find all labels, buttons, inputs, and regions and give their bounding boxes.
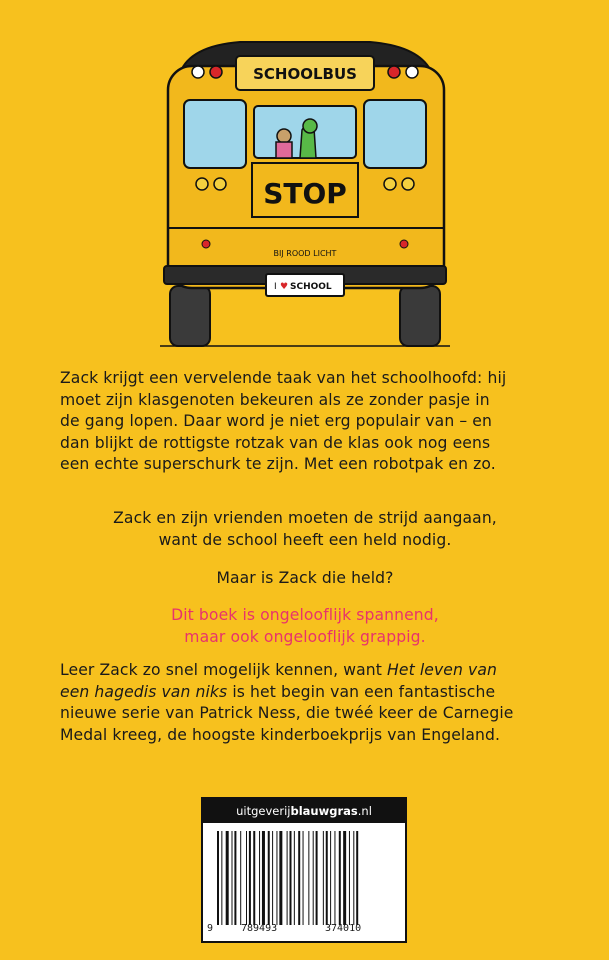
- publisher-suffix: .nl: [357, 804, 372, 818]
- isbn-group-1: 789493: [241, 923, 278, 934]
- p5-l1: Leer Zack zo snel mogelijk kennen, want: [60, 661, 388, 679]
- barcode-bar: [330, 831, 331, 925]
- stop-text: STOP: [263, 177, 347, 210]
- blurb-paragraph-2: [60, 508, 550, 551]
- highlight-line: maar ook ongelooflijk grappig.: [184, 627, 426, 646]
- publisher-bold: blauwgras: [290, 804, 358, 818]
- plate-text: SCHOOL: [290, 282, 332, 292]
- barcode-bar: [326, 831, 328, 925]
- highlight-line: Dit boek is ongelooflijk spannend,: [171, 606, 439, 624]
- heart-icon: ♥: [280, 282, 289, 292]
- blurb-highlight: [60, 605, 550, 648]
- barcode-bar: [339, 831, 341, 925]
- publisher-url: [203, 799, 405, 823]
- barcode-bar: [287, 831, 288, 925]
- barcode-bar: [217, 831, 219, 925]
- barcode-bar: [253, 831, 255, 925]
- barcode-bar: [279, 831, 282, 925]
- blurb-line: want de school heeft een held nodig.: [158, 530, 452, 549]
- blurb-line: dan blijkt de rottigste rotzak van de klas ook nog eens: [60, 433, 491, 452]
- isbn-group-2: 374010: [325, 923, 362, 934]
- blurb-line: de gang lopen. Daar word je niet erg populair van – en: [60, 412, 492, 430]
- bus-sign-text: SCHOOLBUS: [253, 65, 357, 83]
- blurb-line: [60, 660, 550, 682]
- barcode-bar: [272, 831, 273, 925]
- book-title-part-2: een hagedis van niks: [60, 682, 228, 701]
- barcode-bar: [316, 831, 318, 925]
- blurb-line: een echte superschurk te zijn. Met een robotpak en zo.: [60, 455, 496, 473]
- barcode-box: [201, 797, 407, 943]
- barcode-bar: [349, 831, 350, 925]
- barcode-bar: [221, 831, 222, 925]
- blurb-paragraph-1: [60, 368, 550, 476]
- barcode-bar: [246, 831, 247, 925]
- blurb-paragraph-5: [60, 660, 550, 746]
- barcode-bar: [226, 831, 229, 925]
- blurb-question: Maar is Zack die held?: [216, 569, 394, 587]
- blurb-line: moet zijn klasgenoten bekeuren als ze zonder pasje in: [60, 390, 490, 409]
- blurb-line: Zack en zijn vrienden moeten de strijd aangaan,: [113, 509, 497, 527]
- barcode-bar: [343, 831, 346, 925]
- bumper-text: BIJ ROOD LICHT: [273, 249, 337, 258]
- barcode-bar: [356, 831, 358, 925]
- publisher-plain: uitgeverij: [236, 804, 291, 818]
- barcode-bar: [294, 831, 295, 925]
- barcode-bar: [308, 831, 309, 925]
- barcode-bar: [353, 831, 354, 925]
- isbn-first: 9: [207, 923, 214, 934]
- barcode-bar: [259, 831, 260, 925]
- barcode-bar: [290, 831, 292, 925]
- barcode-bar: [234, 831, 236, 925]
- blurb-line: [60, 682, 550, 704]
- barcode-bar: [262, 831, 265, 925]
- school-bus-illustration: [150, 18, 460, 348]
- barcode-bar: [240, 831, 241, 925]
- barcode-bar: [276, 831, 277, 925]
- p5-l2: is het begin van een fantastische: [227, 682, 496, 701]
- barcode-bar: [232, 831, 233, 925]
- book-title-part-1: Het leven van: [387, 661, 497, 679]
- barcode-bar: [334, 831, 335, 925]
- barcode-bar: [323, 831, 324, 925]
- barcode: [215, 831, 395, 925]
- barcode-bar: [313, 831, 314, 925]
- blurb-line: Medal kreeg, de hoogste kinderboekprijs van Engeland.: [60, 725, 501, 744]
- barcode-bar: [298, 831, 300, 925]
- barcode-bar: [303, 831, 304, 925]
- blurb-line: nieuwe serie van Patrick Ness, die twéé keer de Carnegie: [60, 704, 514, 722]
- isbn-digits: [207, 923, 403, 937]
- barcode-bar: [268, 831, 270, 925]
- barcode-bar: [249, 831, 251, 925]
- plate-prefix: I: [274, 282, 277, 292]
- blurb-line: Zack krijgt een vervelende taak van het schoolhoofd: hij: [60, 369, 507, 387]
